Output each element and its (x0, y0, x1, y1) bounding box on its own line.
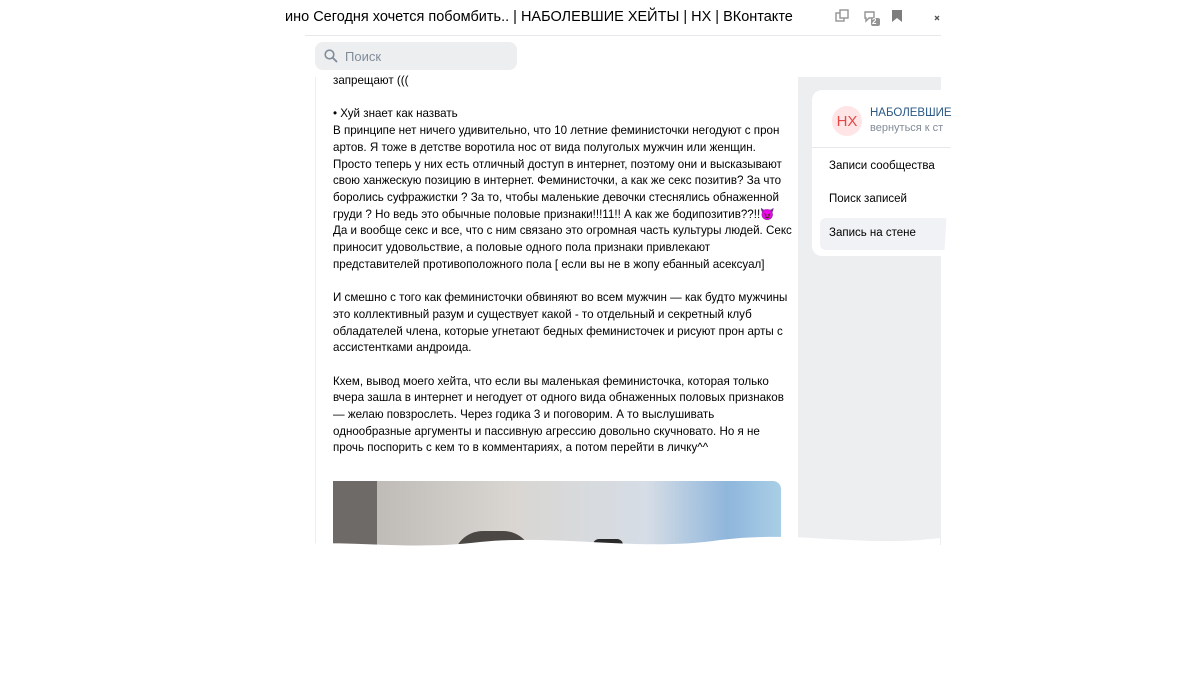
sidebar-item-label: Записи сообщества (829, 160, 935, 172)
post-paragraph: Кхем, вывод моего хейта, что если вы маленькая феминисточка, которая только вчера зашла в интернет и негодует от одного вида обнаженных половых признаков — желаю повзрослеть. Через годика 3 и поговорим. А то выслушивать однообразные аргументы и пассивную агрессию довольно скучновато. Но я не прочь поспорить с кем то в комментариях, а потом перейти в личку^^ (333, 374, 788, 455)
back-to-group-link[interactable]: вернуться к ст (870, 122, 944, 134)
post-paragraph: И смешно с того как феминисточки обвиняют во всем мужчин — как будто мужчины это коллективный разум и существует какой - то отдельный и секретный клуб обладателей члена, которые угнетают бедных феминисточек и рисуют прон арты с ассистентками андроида. (333, 291, 791, 355)
sidebar-item-label: Запись на стене (829, 227, 916, 239)
post-paragraph: • Хуй знает как назвать В принципе нет ничего удивительно, что 10 летние феминисточки негодуют с прон артов. Я тоже в детстве воротила нос от вида полуголых мужчин или женщин. Просто теперь у них есть отличный доступ в интернет, поэтому они и высказывают свою ханжескую позицию в интернет. Феминисточки, а как же секс позитив? За что боролись суфражистки ? За то, чтобы маленькие девочки стеснялись обнаженной груди ? Но ведь это обычные половые признаки!!!11!! А как же бодипозитив??!!😈 Да и вообще секс и все, что с ним связано это огромная часть культуры людей. Секс приносит удовольствие, а половые одного пола признаки привлекают представителей противоположного пола [ если вы не в жопу ебанный асексуал] (333, 107, 792, 271)
group-avatar[interactable]: НХ (832, 106, 862, 136)
sidebar-item-label: Поиск записей (829, 193, 907, 205)
post-paragraph: запрещают ((( (333, 74, 409, 87)
group-name-link[interactable]: НАБОЛЕВШИЕ (870, 107, 952, 119)
window-title: ино Сегодня хочется побомбить.. | НАБОЛЕВШИЕ ХЕЙТЫ | НХ | ВКонтакте (285, 9, 793, 25)
notification-count: 2 (872, 17, 877, 26)
search-placeholder: Поиск (345, 49, 382, 64)
